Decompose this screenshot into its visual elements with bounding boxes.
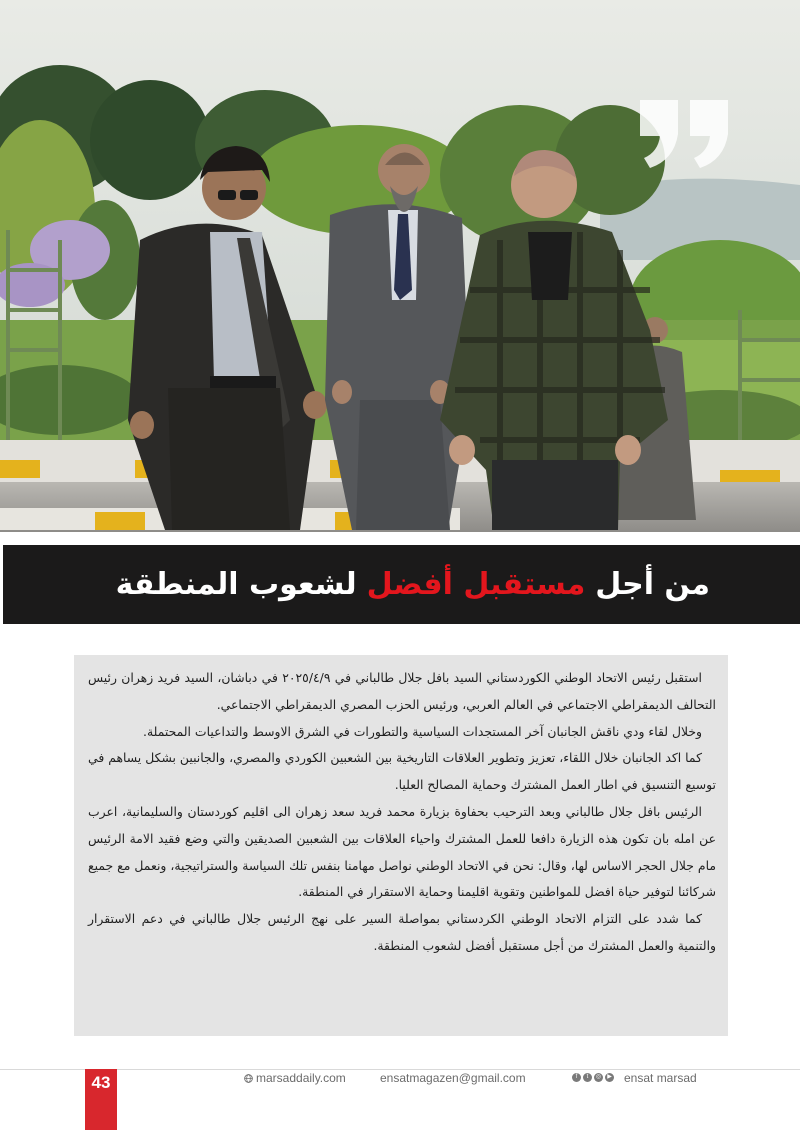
- footer-email[interactable]: ensatmagazen@gmail.com: [380, 1071, 526, 1085]
- youtube-icon[interactable]: ▶: [605, 1073, 614, 1082]
- globe-icon: [244, 1074, 253, 1083]
- article-body: [74, 655, 728, 1036]
- facebook-icon[interactable]: f: [572, 1073, 581, 1082]
- footer-website[interactable]: [244, 1071, 346, 1085]
- footer-brand: ensat marsad: [624, 1071, 697, 1085]
- twitter-icon[interactable]: t: [583, 1073, 592, 1082]
- headline-part-1: من أجل: [595, 567, 710, 602]
- article-paragraph: كما اكد الجانبان خلال اللقاء، تعزيز وتطوير العلاقات التاريخية بين الشعبين الكوردي والمصري، والجانبين بشكل يساهم في توسيع التنسيق في اطار العمل المشترك وحماية المصالح العليا.: [88, 750, 716, 793]
- article-paragraph: استقبل رئيس الاتحاد الوطني الكوردستاني السيد بافل جلال طالباني في ٢٠٢٥/٤/٩ في دباشان، السيد فريد زهران رئيس التحالف الديمقراطي الاجتماعي في العالم العربي، ورئيس الحزب المصري الديمقراطي الاجتماعي.: [88, 670, 716, 712]
- article-paragraph: وخلال لقاء ودي ناقش الجانبان آخر المستجدات السياسية والتطورات في الشرق الاوسط والتداعيات المحتملة.: [143, 723, 702, 739]
- website-text[interactable]: marsaddaily.com: [256, 1071, 346, 1085]
- headline-part-3: لشعوب المنطقة: [115, 567, 357, 602]
- article-paragraph: كما شدد على التزام الاتحاد الوطني الكردستاني بمواصلة السير على نهج الرئيس جلال طالباني في دعم الاستقرار والتنمية والعمل المشترك من أجل مستقبل أفضل لشعوب المنطقة.: [88, 911, 716, 953]
- instagram-icon[interactable]: ◎: [595, 1074, 602, 1080]
- footer-divider: [0, 1069, 800, 1070]
- headline-part-2: مستقبل أفضل: [366, 567, 586, 602]
- article-paragraph: الرئيس بافل جلال طالباني وبعد الترحيب بحفاوة بزيارة محمد فريد سعد زهران الى اقليم كوردستان والسليمانية، اعرب عن امله بان تكون هذه الزيارة دافعا للعمل المشترك واحياء العلاقات بين الشعبين الصديقين والتي وضع فقيد الامة الرئيس مام جلال الحجر الاساس لها، وقال: نحن في الاتحاد الوطني نواصل مهامنا بنفس تلك السياسة والستراتيجية، ونعمل مع جميع شركائنا لتوفير حياة افضل للمواطنين وتقوية اقليمنا وحماية الاستقرار في المنطقة.: [88, 803, 716, 900]
- headline: [116, 546, 710, 623]
- social-icons: [572, 1073, 614, 1082]
- page-number: 43: [91, 1073, 111, 1092]
- hero-photo: [0, 0, 800, 532]
